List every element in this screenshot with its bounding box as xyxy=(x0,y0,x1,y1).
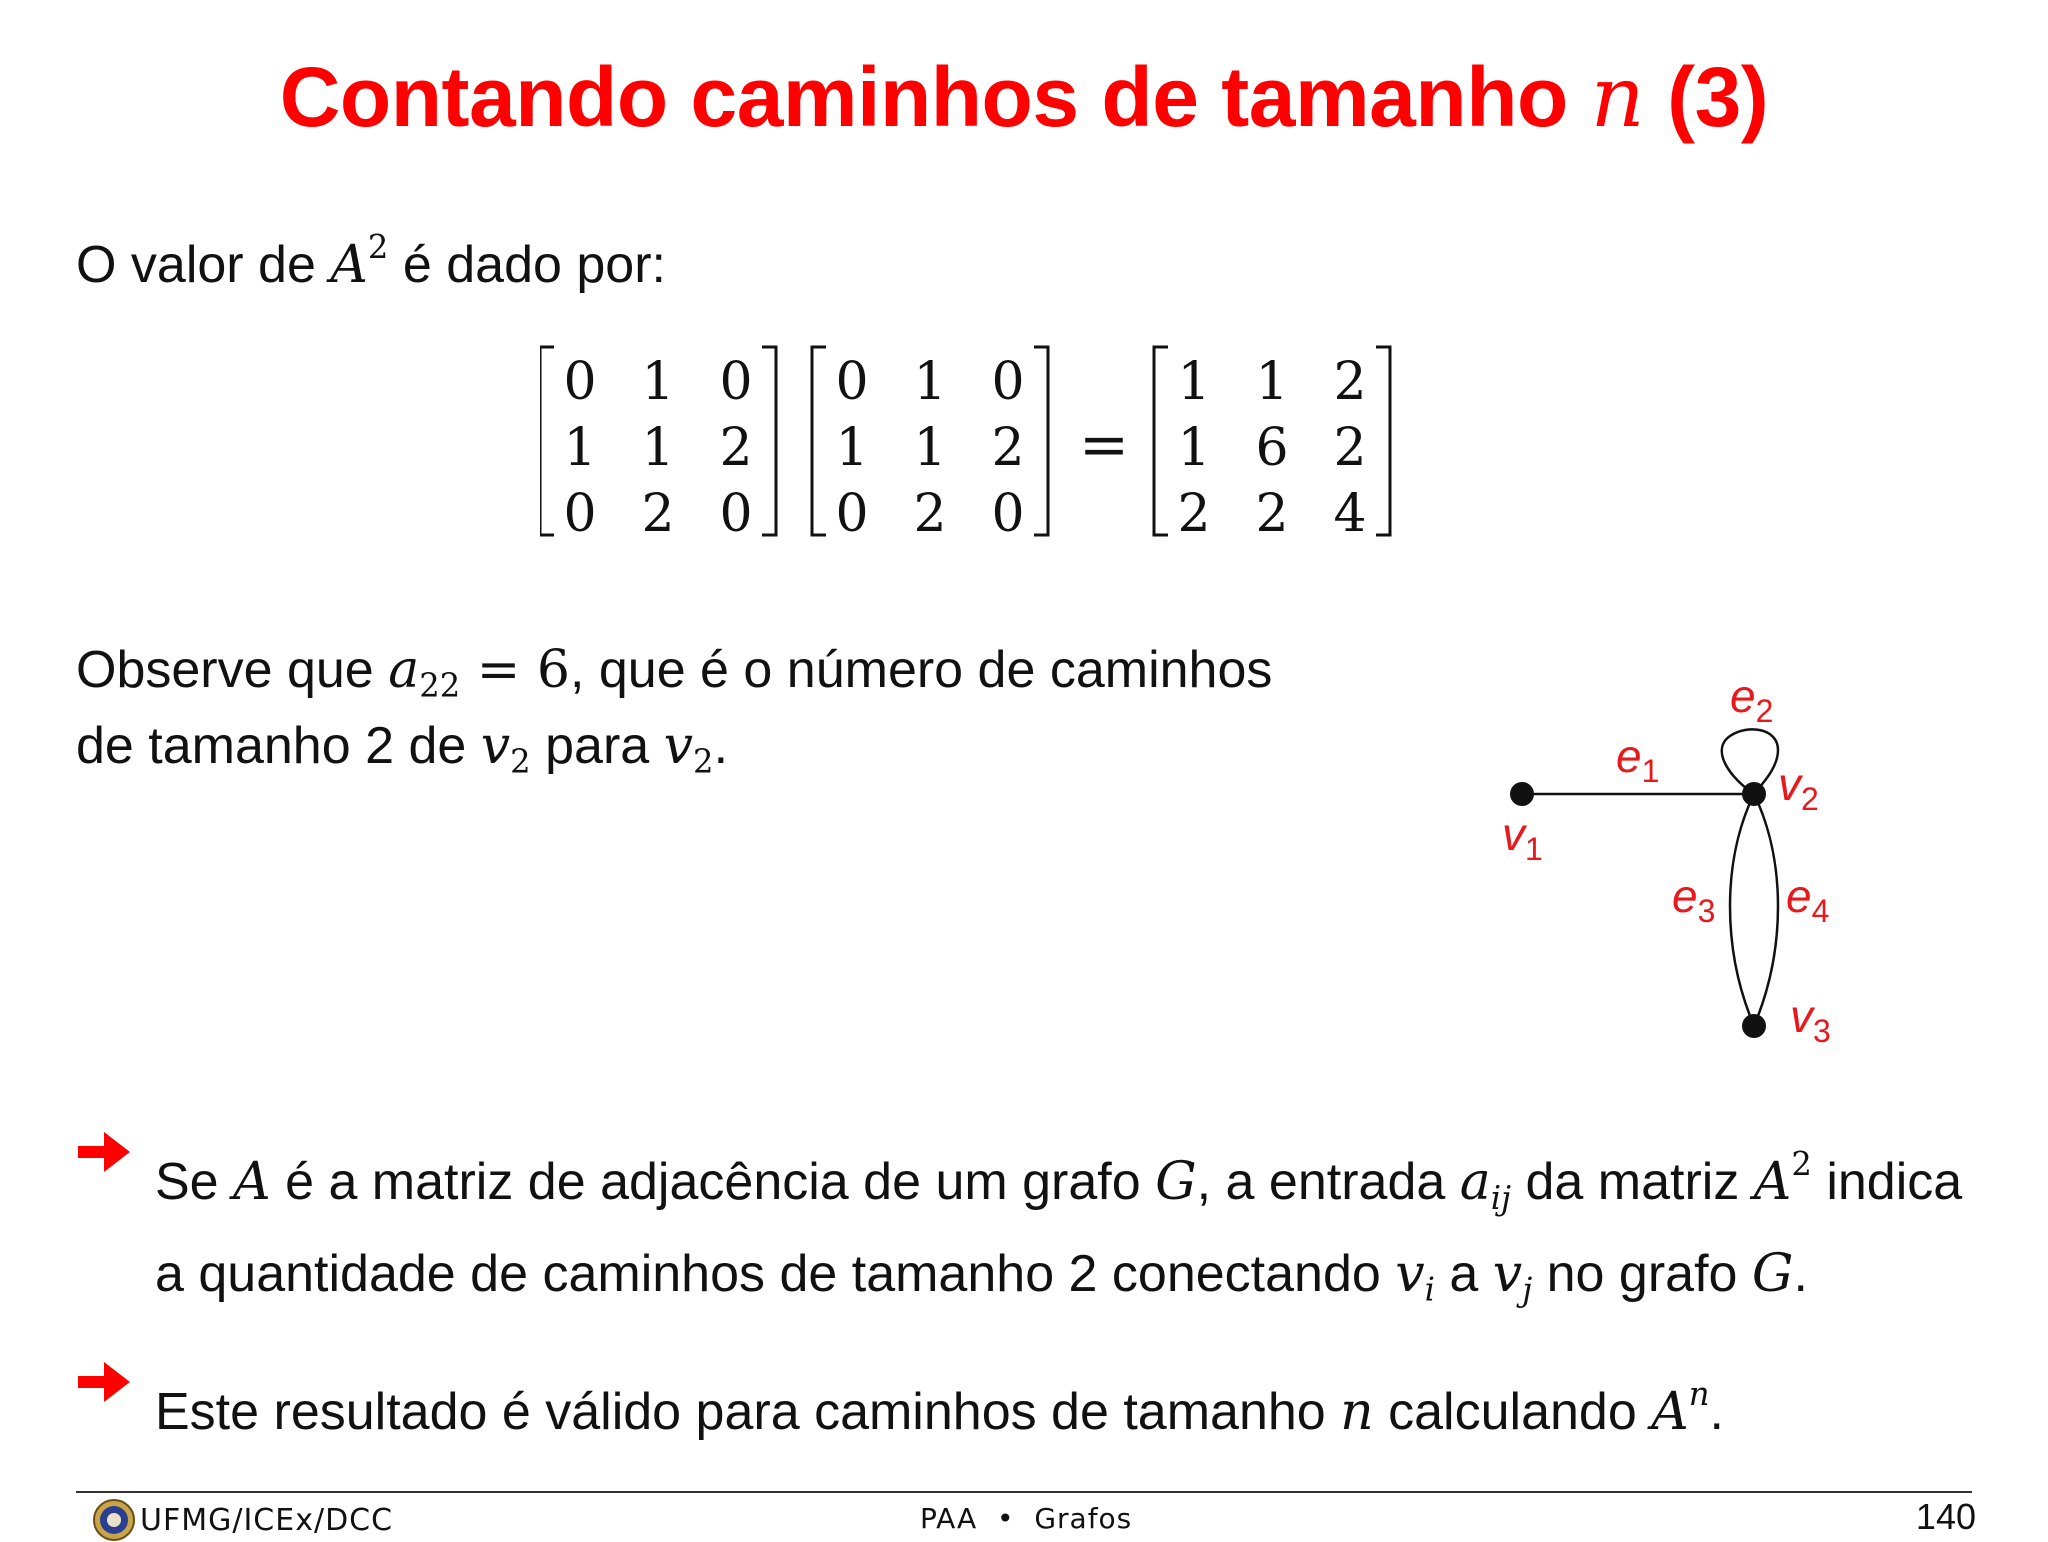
vertex-v2 xyxy=(1742,782,1766,806)
observation-line-2 xyxy=(76,716,728,781)
equals-sign: = xyxy=(1078,410,1130,480)
matrix-a-cell: 0 xyxy=(563,484,597,544)
edge-e4-curve xyxy=(1754,794,1778,1026)
obs2-sub1: 2 xyxy=(510,742,531,781)
ufmg-seal-icon xyxy=(92,1498,136,1542)
label-e1: $e_1$ xyxy=(1616,730,1660,789)
obs-sub: 22 xyxy=(419,666,461,705)
graph-diagram xyxy=(1460,660,1880,1080)
obs2-mid: para xyxy=(530,717,664,775)
bullet-arrow-icon xyxy=(76,1128,132,1176)
matrix-b-cell: 1 xyxy=(835,418,869,478)
matrix-a-cell: 1 xyxy=(641,418,675,478)
label-v3: $v_3$ xyxy=(1790,990,1831,1049)
matrix-a-cell: 2 xyxy=(719,418,753,478)
obs-suffix: , que é o número de caminhos xyxy=(569,641,1273,699)
matrix-result-cell: 2 xyxy=(1333,418,1367,478)
matrix-a-cell: 1 xyxy=(641,352,675,412)
label-v1: $v_1$ xyxy=(1502,808,1543,867)
obs-prefix: Observe que xyxy=(76,641,389,699)
matrix-b-cell: 0 xyxy=(835,352,869,412)
bullet-arrow-icon xyxy=(76,1358,132,1406)
matrix-result-cell: 1 xyxy=(1177,418,1211,478)
footer-institution xyxy=(92,1498,393,1542)
matrix-result-left-bracket xyxy=(1154,347,1168,535)
slide-title xyxy=(0,48,2048,146)
matrix-result-cell: 2 xyxy=(1177,484,1211,544)
matrix-b-cell: 0 xyxy=(991,352,1025,412)
title-variable: n xyxy=(1590,48,1645,146)
intro-line xyxy=(76,228,666,295)
matrix-result-cell: 4 xyxy=(1333,484,1367,544)
obs-eq: = 6 xyxy=(460,640,570,700)
label-e3: $e_3$ xyxy=(1672,870,1716,929)
matrix-a-cell: 2 xyxy=(641,484,675,544)
bullet-1-text: Se A é a matriz de adjacência de um grafo G, a entrada $a_{ij}$ da matriz $A^2$ indica a quantidade de caminhos de tamanho 2 conectando $v_i$ a $v_j$ no grafo G. xyxy=(155,1145,1963,1309)
matrix-result-cell: 2 xyxy=(1333,352,1367,412)
matrix-a-cell: 0 xyxy=(563,352,597,412)
matrix-a-cell: 0 xyxy=(719,484,753,544)
page-number: 140 xyxy=(1915,1496,1976,1537)
arrow-icon-shape xyxy=(78,1132,130,1172)
matrix-a-cell: 1 xyxy=(563,418,597,478)
matrix-b-cell: 2 xyxy=(991,418,1025,478)
label-v2: $v_2$ xyxy=(1778,758,1819,817)
title-prefix: Contando caminhos de tamanho xyxy=(279,50,1591,144)
arrow-icon-shape xyxy=(78,1362,130,1402)
obs2-prefix: de tamanho 2 de xyxy=(76,717,481,775)
edge-e3-curve xyxy=(1730,794,1754,1026)
obs2-var1: v xyxy=(480,716,511,776)
matrix-b-cell: 0 xyxy=(991,484,1025,544)
matrix-b-left-bracket xyxy=(812,347,826,535)
matrix-b-cell: 2 xyxy=(913,484,947,544)
obs2-var2: v xyxy=(663,716,694,776)
graph-labels xyxy=(1502,670,1831,1049)
matrix-equation xyxy=(540,325,1540,545)
matrix-b-cell: 1 xyxy=(913,418,947,478)
matrix-result-cell: 1 xyxy=(1255,352,1289,412)
matrix-b-cell: 0 xyxy=(835,484,869,544)
intro-prefix: O valor de xyxy=(76,236,331,295)
label-e2: $e_2$ xyxy=(1730,670,1774,729)
intro-var: A xyxy=(330,235,368,296)
footer-course xyxy=(920,1502,1132,1535)
intro-suffix: é dado por: xyxy=(388,236,666,295)
label-e4: $e_4$ xyxy=(1786,870,1830,929)
intro-exp: 2 xyxy=(367,228,389,266)
matrix-b-cell: 1 xyxy=(913,352,947,412)
title-suffix: (3) xyxy=(1644,50,1769,144)
footer-separator: • xyxy=(997,1502,1015,1535)
obs2-sub2: 2 xyxy=(693,742,714,781)
obs2-end: . xyxy=(713,717,729,775)
footer-course-name: PAA xyxy=(920,1502,978,1535)
matrix-result-cell: 2 xyxy=(1255,484,1289,544)
observation-line-1 xyxy=(76,640,1272,705)
vertex-v3 xyxy=(1742,1014,1766,1038)
matrix-b-right-bracket xyxy=(1034,347,1048,535)
footer-institution-text: UFMG/ICEx/DCC xyxy=(140,1502,394,1538)
matrix-a-left-bracket xyxy=(540,347,554,535)
matrix-a-right-bracket xyxy=(762,347,776,535)
matrix-result-cell: 6 xyxy=(1255,418,1289,478)
matrix-a-cell: 0 xyxy=(719,352,753,412)
footer-topic: Grafos xyxy=(1034,1502,1133,1535)
matrix-result-cell: 1 xyxy=(1177,352,1211,412)
footer-rule xyxy=(76,1491,1972,1493)
bullet-2-text: Este resultado é válido para caminhos de tamanho n calculando $A^n$. xyxy=(155,1375,1724,1443)
obs-var: a xyxy=(388,640,420,700)
matrix-result-right-bracket xyxy=(1376,347,1390,535)
vertex-v1 xyxy=(1510,782,1534,806)
